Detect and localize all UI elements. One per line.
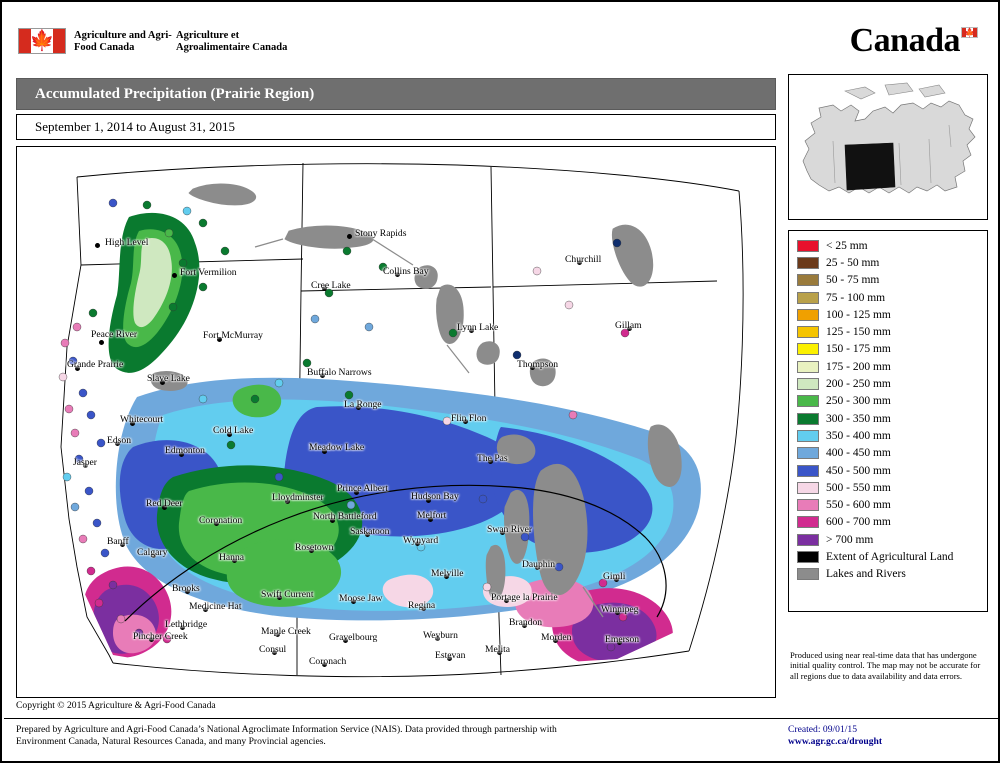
legend-item [797, 289, 981, 306]
place-label: Dauphin [522, 559, 556, 570]
legend-item [797, 462, 981, 479]
place-label: Swift Current [261, 589, 314, 600]
legend-item [797, 237, 981, 254]
legend-swatch [797, 240, 819, 252]
place-label: Meadow Lake [309, 442, 365, 453]
place-label: Grande Prairie [67, 359, 124, 370]
legend-label: 200 - 250 mm [826, 378, 891, 391]
website-link[interactable]: www.agr.gc.ca/drought [788, 735, 883, 747]
place-label: Emerson [605, 634, 640, 645]
legend-swatch [797, 568, 819, 580]
footer-divider [4, 718, 998, 719]
place-label: Lynn Lake [457, 322, 499, 333]
footer-credits-line2: Environment Canada, Natural Resources Canada, and many Provincial agencies. [16, 735, 326, 747]
department-name-en: Agriculture and Agri-Food Canada [74, 30, 172, 53]
legend-label: Lakes and Rivers [826, 568, 906, 581]
legend-item [797, 427, 981, 444]
place-label: Stony Rapids [355, 228, 407, 239]
legend-panel [788, 230, 988, 612]
legend-label: 550 - 600 mm [826, 499, 891, 512]
canada-wordmark-text: Canada [849, 22, 960, 59]
legend-swatch [797, 395, 819, 407]
place-label: Pincher Creek [133, 631, 188, 642]
legend-label: 175 - 200 mm [826, 360, 891, 373]
page-title: Accumulated Precipitation (Prairie Region) [35, 85, 315, 102]
place-label: La Ronge [344, 399, 382, 410]
legend-swatch [797, 292, 819, 304]
legend-label: 250 - 300 mm [826, 395, 891, 408]
legend-item [797, 341, 981, 358]
legend-swatch [797, 413, 819, 425]
place-label: Fort Vermilion [180, 267, 237, 278]
legend-label: 75 - 100 mm [826, 291, 886, 304]
place-label: Rosetown [295, 542, 334, 553]
place-label: Medicine Hat [189, 601, 242, 612]
place-label: Jasper [73, 457, 97, 468]
department-name-fr: Agriculture et Agroalimentaire Canada [176, 30, 288, 53]
legend-swatch [797, 551, 819, 563]
place-label: North Battleford [313, 511, 377, 522]
legend-item-lakes-rivers [797, 566, 981, 583]
place-label: Maple Creek [261, 626, 311, 637]
place-label: Consul [259, 644, 287, 655]
legend-label: 400 - 450 mm [826, 447, 891, 460]
legend-swatch [797, 430, 819, 442]
legend-swatch [797, 465, 819, 477]
legend-item [797, 531, 981, 548]
place-label: Banff [107, 536, 129, 547]
legend-item [797, 514, 981, 531]
legend-item-agricultural-land [797, 548, 981, 565]
place-label: Cold Lake [213, 425, 254, 436]
legend-swatch [797, 326, 819, 338]
copyright-notice: Copyright © 2015 Agriculture & Agri-Food Canada [16, 700, 216, 711]
place-label: Melita [485, 644, 511, 655]
place-label: Morden [541, 632, 572, 643]
legend-item [797, 306, 981, 323]
legend-item [797, 393, 981, 410]
place-label: Coronach [309, 656, 347, 667]
legend-swatch [797, 534, 819, 546]
legend-label: 100 - 125 mm [826, 308, 891, 321]
date-range-label: September 1, 2014 to August 31, 2015 [35, 119, 236, 134]
legend-swatch [797, 447, 819, 459]
place-label: Lethbridge [165, 619, 208, 630]
legend-label: < 25 mm [826, 239, 868, 252]
place-label: Winnipeg [601, 604, 639, 615]
canada-wordmark [850, 22, 978, 60]
place-label: Hanna [219, 552, 245, 563]
legend-swatch [797, 343, 819, 355]
place-label: Thompson [517, 359, 559, 370]
place-label: Churchill [565, 254, 602, 265]
place-label: Red Deer [146, 498, 183, 509]
place-marker [347, 234, 352, 239]
legend-item [797, 496, 981, 513]
legend-label: 150 - 175 mm [826, 343, 891, 356]
legend-swatch [797, 516, 819, 528]
place-label: Fort McMurray [203, 330, 263, 341]
page-header [4, 4, 998, 66]
legend-label: 450 - 500 mm [826, 464, 891, 477]
legend-label: 600 - 700 mm [826, 516, 891, 529]
legend-item [797, 479, 981, 496]
place-label: Moose Jaw [339, 593, 383, 604]
legend-item [797, 358, 981, 375]
place-label: Slave Lake [147, 373, 190, 384]
precipitation-map [16, 146, 776, 698]
place-label: Coronation [199, 515, 243, 526]
place-label: Cree Lake [311, 280, 351, 291]
place-label: Melville [431, 568, 464, 579]
place-label: Melfort [417, 510, 447, 521]
legend-label: Extent of Agricultural Land [826, 550, 954, 563]
legend-label: 125 - 150 mm [826, 326, 891, 339]
legend-label: 500 - 550 mm [826, 481, 891, 494]
place-label: Weyburn [423, 630, 458, 641]
legend-swatch [797, 257, 819, 269]
map-title-bar [16, 78, 776, 110]
place-marker [99, 340, 104, 345]
canada-flag-icon: 🍁 [18, 28, 66, 54]
legend-item [797, 323, 981, 340]
footer-credits-line1: Prepared by Agriculture and Agri-Food Canada’s National Agroclimate Information Service (NAIS). Data provided through partnership with [16, 724, 557, 735]
place-label: Prince Albert [337, 483, 388, 494]
legend-label: 25 - 50 mm [826, 256, 880, 269]
place-label: Brandon [509, 617, 543, 628]
legend-item [797, 445, 981, 462]
map-date-range-bar [16, 114, 776, 140]
created-date: Created: 09/01/15 [788, 724, 858, 735]
place-label: Portage la Prairie [491, 592, 558, 603]
place-label: Gimli [603, 571, 626, 582]
place-label: Edson [107, 435, 131, 446]
wordmark-flag-icon: 🍁 [961, 27, 978, 38]
footer-credits [16, 724, 656, 747]
place-label: Collins Bay [383, 266, 429, 277]
legend-item [797, 410, 981, 427]
place-label: Whitecourt [120, 414, 164, 425]
place-label: Swan River [487, 524, 533, 535]
legend-item [797, 254, 981, 271]
legend-swatch [797, 274, 819, 286]
locator-inset-map [788, 74, 988, 220]
legend-label: 50 - 75 mm [826, 274, 880, 287]
place-label: Lloydminster [272, 492, 324, 503]
legend-label: > 700 mm [826, 533, 874, 546]
place-label: Gillam [615, 320, 642, 331]
place-label: Regina [408, 600, 436, 611]
footer-meta [788, 724, 988, 747]
place-label: Calgary [137, 547, 168, 558]
place-label: Hudson Bay [411, 491, 459, 502]
place-label: Estevan [435, 650, 466, 661]
place-label: Peace River [91, 329, 138, 340]
legend-item [797, 272, 981, 289]
place-label: Buffalo Narrows [307, 367, 372, 378]
place-label: Gravelbourg [329, 632, 378, 643]
legend-swatch [797, 361, 819, 373]
place-label: The Pas [477, 453, 508, 464]
place-label: Flin Flon [451, 413, 487, 424]
legend-label: 300 - 350 mm [826, 412, 891, 425]
legend-swatch [797, 309, 819, 321]
place-label: Brooks [172, 583, 200, 594]
legend-swatch [797, 378, 819, 390]
data-disclaimer: Produced using near real-time data that has undergone initial quality control. The map may not be accurate for all regions due to data availability and data errors. [790, 650, 981, 681]
legend-item [797, 375, 981, 392]
place-marker [172, 273, 177, 278]
place-label: Edmonton [165, 445, 205, 456]
place-label: Wynyard [403, 535, 439, 546]
legend-swatch [797, 499, 819, 511]
legend-label: 350 - 400 mm [826, 429, 891, 442]
legend-swatch [797, 482, 819, 494]
place-marker [95, 243, 100, 248]
place-label: Saskatoon [350, 526, 390, 537]
place-label: High Level [105, 237, 149, 248]
